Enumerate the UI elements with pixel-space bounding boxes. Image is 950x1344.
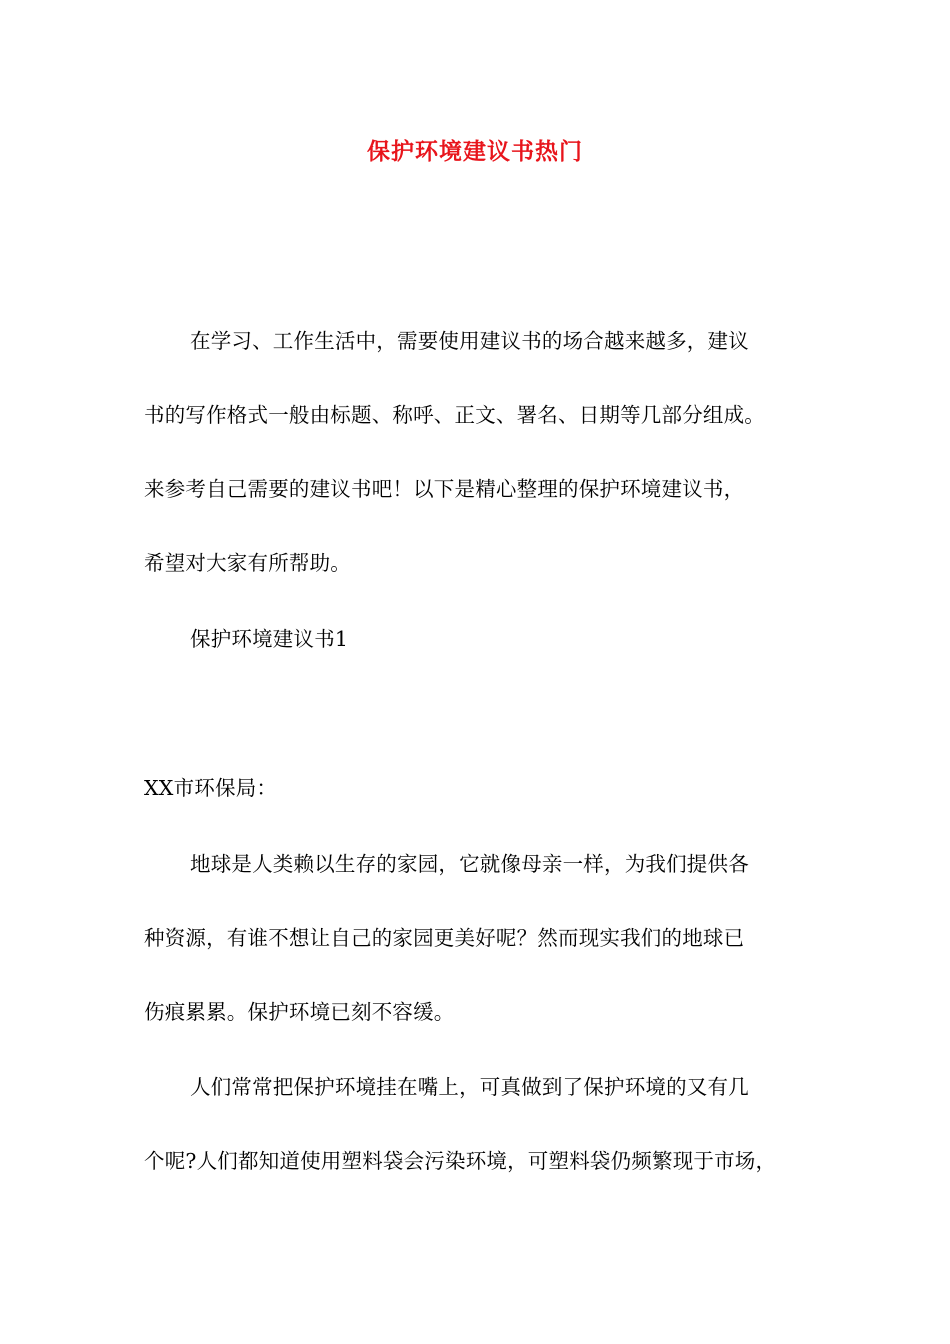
paragraph-line: 种资源，有谁不想让自己的家园更美好呢？然而现实我们的地球已 — [144, 926, 745, 950]
paragraph-line: 人们常常把保护环境挂在嘴上，可真做到了保护环境的又有几 — [190, 1075, 749, 1099]
paragraph-line: 在学习、工作生活中，需要使用建议书的场合越来越多，建议 — [190, 329, 749, 353]
paragraph-line: 书的写作格式一般由标题、称呼、正文、署名、日期等几部分组成。 — [144, 403, 765, 427]
paragraph-line: 来参考自己需要的建议书吧！以下是精心整理的保护环境建议书， — [144, 477, 745, 501]
paragraph-line: 希望对大家有所帮助。 — [144, 551, 351, 575]
salutation: XX市环保局： — [144, 776, 278, 800]
paragraph-line: 伤痕累累。保护环境已刻不容缓。 — [144, 1000, 455, 1024]
document-title: 保护环境建议书热门 — [367, 138, 583, 165]
paragraph-line: 地球是人类赖以生存的家园，它就像母亲一样，为我们提供各 — [190, 852, 749, 876]
paragraph-line: 个呢?人们都知道使用塑料袋会污染环境，可塑料袋仍频繁现于市场， — [144, 1149, 777, 1173]
section-heading: 保护环境建议书1 — [190, 627, 349, 651]
